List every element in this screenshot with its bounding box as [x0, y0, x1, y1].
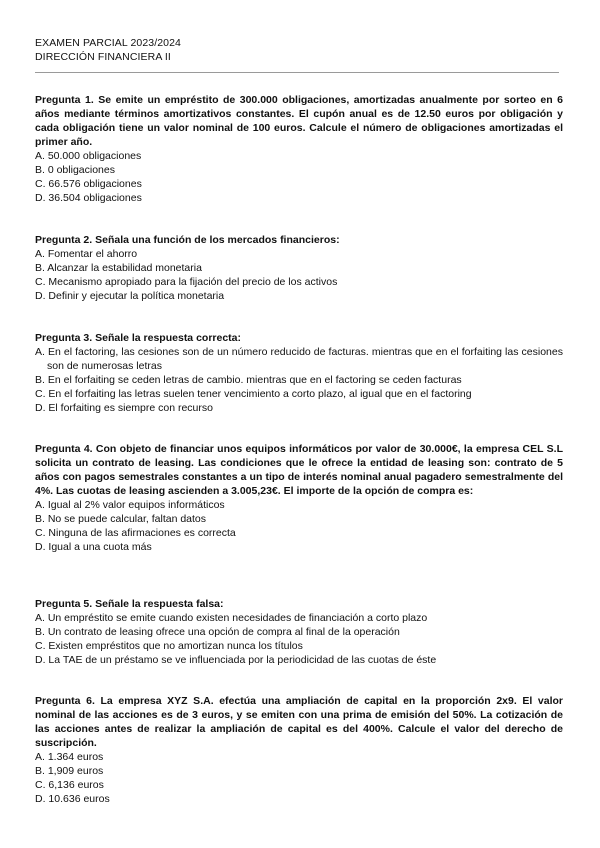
option-a: A. Igual al 2% valor equipos informáticos: [35, 499, 225, 511]
question-stem: Pregunta 2. Señala una función de los mercados financieros:: [35, 234, 340, 246]
option-b: B. Alcanzar la estabilidad monetaria: [35, 262, 202, 274]
option-a: A. Un empréstito se emite cuando existen necesidades de financiación a corto plazo: [35, 612, 428, 624]
option-c: C. Mecanismo apropiado para la fijación del precio de los activos: [35, 276, 338, 288]
option-a: A. En el factoring, las cesiones son de un número reducido de facturas. mientras que en el forfaiting las cesiones son de numerosas letras: [35, 346, 563, 372]
question-6: [35, 694, 563, 806]
question-stem: Pregunta 1. Se emite un empréstito de 300.000 obligaciones, amortizadas anualmente por sorteo en 6 años mediante términos amortizativos constantes. El cupón anual es de 12.50 euros por obligación y cada obligación tiene un valor nominal de 100 euros. Calcule el número de obligaciones amortizadas el primer año.: [35, 94, 563, 148]
option-d: D. La TAE de un préstamo se ve influenciada por la periodicidad de las cuotas de éste: [35, 654, 437, 666]
document-header: [35, 36, 181, 64]
course-name: DIRECCIÓN FINANCIERA II: [35, 51, 171, 63]
option-b: B. Un contrato de leasing ofrece una opción de compra al final de la operación: [35, 626, 400, 638]
option-c: C. Ninguna de las afirmaciones es correcta: [35, 527, 236, 539]
option-b: B. En el forfaiting se ceden letras de cambio. mientras que en el factoring se ceden facturas: [35, 374, 462, 386]
option-c: C. Existen empréstitos que no amortizan nunca los títulos: [35, 640, 303, 652]
question-stem: Pregunta 4. Con objeto de financiar unos equipos informáticos por valor de 30.000€, la empresa CEL S.L solicita un contrato de leasing. Las condiciones que le ofrece la entidad de leasing son: contrato de 5 años con pagos semestrales constantes a un tipo de interés nominal anual pagadero semestralmente del 4%. Las cuotas de leasing ascienden a 3.005,23€. El importe de la opción de compra es:: [35, 443, 563, 497]
option-d: D. Definir y ejecutar la política monetaria: [35, 290, 225, 302]
option-c: C. 6,136 euros: [35, 779, 104, 791]
option-a: A. 50.000 obligaciones: [35, 150, 142, 162]
question-2: [35, 233, 563, 303]
option-d: D. 10.636 euros: [35, 793, 110, 805]
option-d: D. El forfaiting es siempre con recurso: [35, 402, 213, 414]
question-3: [35, 331, 563, 415]
question-1: [35, 93, 563, 205]
option-b: B. No se puede calcular, faltan datos: [35, 513, 207, 525]
question-5: [35, 597, 563, 667]
option-c: C. En el forfaiting las letras suelen tener vencimiento a corto plazo, al igual que en el factoring: [35, 388, 472, 400]
option-d: D. Igual a una cuota más: [35, 541, 152, 553]
option-b: B. 0 obligaciones: [35, 164, 115, 176]
question-stem: Pregunta 3. Señale la respuesta correcta:: [35, 332, 242, 344]
option-b: B. 1,909 euros: [35, 765, 104, 777]
question-stem: Pregunta 5. Señale la respuesta falsa:: [35, 598, 224, 610]
option-d: D. 36.504 obligaciones: [35, 192, 142, 204]
exam-title: EXAMEN PARCIAL 2023/2024: [35, 37, 181, 49]
header-divider: [35, 72, 559, 73]
question-4: [35, 442, 563, 554]
option-a: A. 1.364 euros: [35, 751, 104, 763]
option-a: A. Fomentar el ahorro: [35, 248, 138, 260]
question-stem: Pregunta 6. La empresa XYZ S.A. efectúa una ampliación de capital en la proporción 2x9. El valor nominal de las acciones es de 3 euros, y se emiten con una prima de emisión del 50%. La cotización de las acciones antes de realizar la ampliación de capital es del 400%. Calcule el valor del derecho de suscripción.: [35, 695, 563, 749]
option-c: C. 66.576 obligaciones: [35, 178, 142, 190]
